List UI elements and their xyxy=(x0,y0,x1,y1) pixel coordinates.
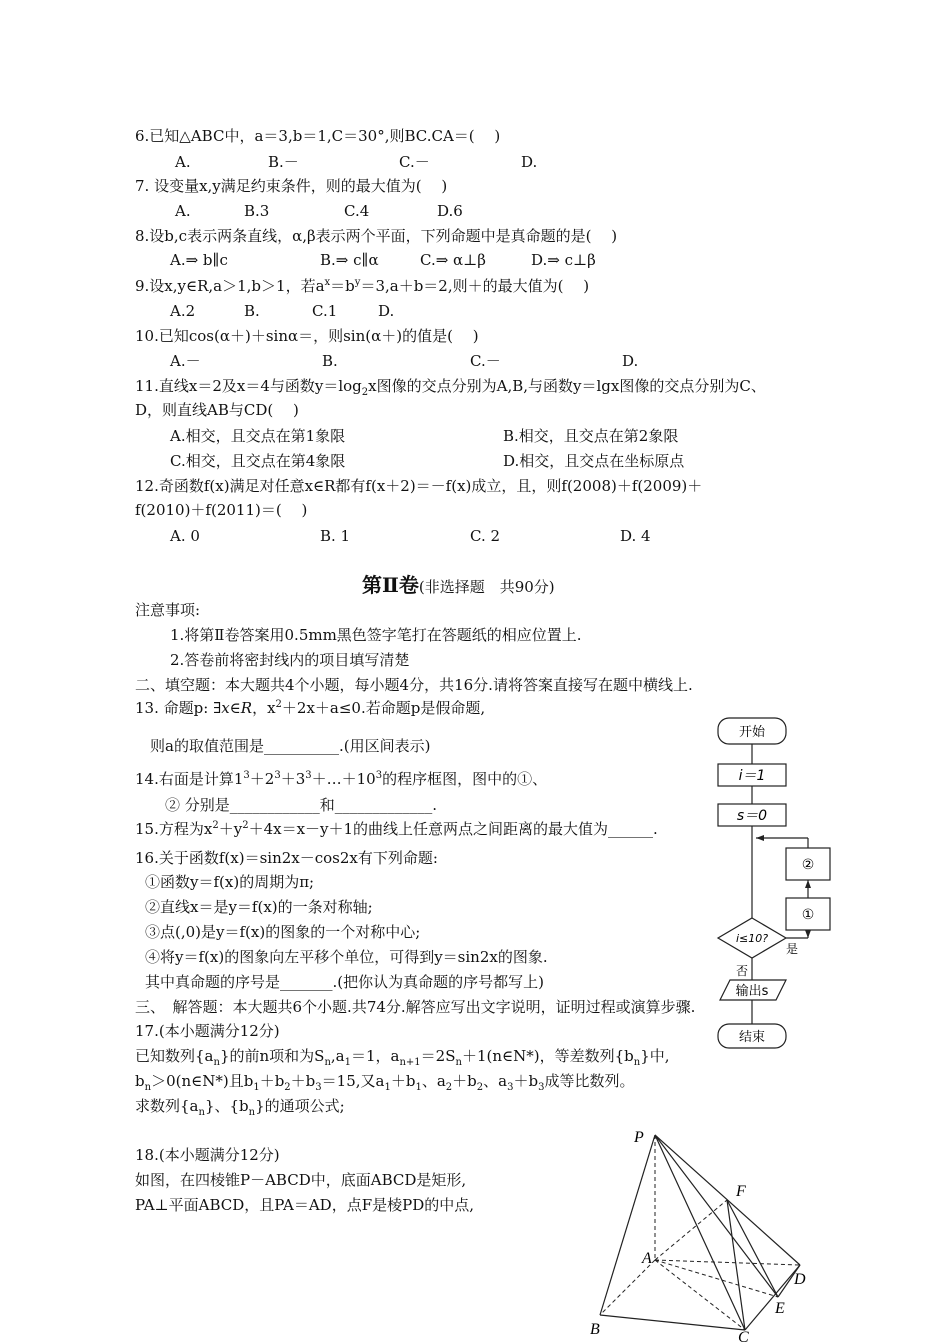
solve-section-header: 三、 解答题：本大题共6个小题.共74分.解答应写出文字说明，证明过程或演算步骤. xyxy=(135,998,696,1016)
flow-start-label: 开始 xyxy=(738,725,766,740)
flow-no-label: 否 xyxy=(736,964,749,978)
q17-line1: 已知数列$\{a_n\}$的前n项和为$S_n,a_1=1$，$a_{n+1}=2S_n+1(n\in N*)$，等差数列$\{b_n\}$中, xyxy=(135,1047,670,1068)
flow-init-i-label: i＝1 xyxy=(738,768,766,784)
q9-option-d: D. xyxy=(378,302,395,320)
edge-fe xyxy=(727,1200,778,1297)
q10-stem: 10.已知cos(α＋)＋sinα＝，则sin(α＋)的值是( ) xyxy=(135,327,479,345)
q6-option-d: D. xyxy=(521,153,538,171)
q11-line2: D，则直线AB与CD( ) xyxy=(135,401,299,419)
vertex-f-label: F xyxy=(736,1183,746,1200)
pyramid-figure xyxy=(580,1120,830,1344)
q9-option-a: A.2 xyxy=(170,302,196,320)
q11-option-d: D.相交，且交点在坐标原点 xyxy=(503,452,685,470)
q11-option-c: C.相交，且交点在第4象限 xyxy=(170,452,346,470)
q16-proposition-3: ③点(,0)是y＝f(x)的图象的一个对称中心; xyxy=(145,923,421,941)
q17-line3: 求数列$\{a_n\}$、$\{b_n\}$的通项公式; xyxy=(135,1097,345,1118)
q9-option-c: C.1 xyxy=(312,302,338,320)
q12-line2: f(2010)＋f(2011)＝( ) xyxy=(135,501,308,519)
flow-output-label: 输出s xyxy=(735,984,769,999)
q7-option-c: C.4 xyxy=(344,202,370,220)
q6-option-c: C.－ xyxy=(399,153,430,171)
q16-tail: 其中真命题的序号是_______.(把你认为真命题的序号都写上) xyxy=(145,973,544,991)
flow-box-2-label: ② xyxy=(801,857,815,873)
note-item-1: 1.将第Ⅱ卷答案用0.5mm黑色签字笔打在答题纸的相应位置上. xyxy=(170,626,582,644)
notes-heading: 注意事项: xyxy=(135,601,201,619)
q16-stem: 16.关于函数f(x)＝sin2x－cos2x有下列命题: xyxy=(135,849,438,867)
vertex-c-label: C xyxy=(738,1329,749,1344)
q11-option-a: A.相交，且交点在第1象限 xyxy=(170,427,346,445)
q7-stem: 7. 设变量x,y满足约束条件，则的最大值为( ) xyxy=(135,177,448,195)
q8-option-d: D.⇒ c⊥β xyxy=(531,251,596,269)
q6-stem: 6.已知△ABC中，a＝3,b＝1,C＝30°,则BC.CA＝( ) xyxy=(135,127,501,145)
q18-line2: PA⊥平面ABCD，且PA＝AD，点F是棱PD的中点, xyxy=(135,1196,474,1214)
q14-line2: ② 分别是____________和_____________. xyxy=(165,796,438,814)
q11-option-b: B.相交，且交点在第2象限 xyxy=(503,427,679,445)
fill-in-section-header: 二、填空题：本大题共4个小题，每小题4分，共16分.请将答案直接写在题中横线上. xyxy=(135,676,693,694)
q14-line1: 14.右面是计算$1^3+2^3+3^3+\dots+10^3$的程序框图，图中的①、 xyxy=(135,770,548,788)
part-two-title: 第Ⅱ卷(非选择题 共90分) xyxy=(362,573,555,597)
q13-line2: 则a的取值范围是__________.(用区间表示) xyxy=(150,737,431,755)
edge-pe xyxy=(655,1135,778,1297)
q11-line1: 11.直线x＝2及x＝4与函数$y=\log_2x$图像的交点分别为A,B,与函数y＝lgx图像的交点分别为C、 xyxy=(135,377,766,398)
q12-option-b: B. 1 xyxy=(320,527,351,545)
q8-option-c: C.⇒ α⊥β xyxy=(420,251,486,269)
q10-option-d: D. xyxy=(622,352,639,370)
q7-option-d: D.6 xyxy=(437,202,463,220)
q12-option-a: A. 0 xyxy=(170,527,200,545)
edge-ae xyxy=(655,1260,778,1297)
q18-line1: 如图，在四棱锥P－ABCD中，底面ABCD是矩形, xyxy=(135,1171,467,1189)
q12-option-c: C. 2 xyxy=(470,527,501,545)
q15-line: 15.方程为$x^2+y^2+4x=x-y+1$的曲线上任意两点之间距离的最大值为______. xyxy=(135,820,658,838)
vertex-e-label: E xyxy=(775,1300,785,1317)
edge-ad xyxy=(655,1260,800,1265)
q12-option-d: D. 4 xyxy=(620,527,651,545)
q10-option-b: B. xyxy=(322,352,338,370)
q16-proposition-2: ②直线x＝是y＝f(x)的一条对称轴; xyxy=(145,898,373,916)
q18-heading: 18.(本小题满分12分) xyxy=(135,1146,280,1164)
q10-option-c: C.－ xyxy=(470,352,501,370)
q16-proposition-1: ①函数y＝f(x)的周期为π; xyxy=(145,873,315,891)
q12-line1: 12.奇函数f(x)满足对任意x∈R都有f(x＋2)＝－f(x)成立，且，则f(2008)＋f(2009)＋ xyxy=(135,477,703,495)
q8-option-b: B.⇒ c∥α xyxy=(320,251,379,269)
edge-ac xyxy=(655,1260,745,1330)
q8-option-a: A.⇒ b∥c xyxy=(170,251,228,269)
vertex-a-label: A xyxy=(642,1250,652,1267)
edge-pb xyxy=(600,1135,655,1315)
q13-line1: 13. 命题p: ∃x∈R，$x^2+2x+a\le 0$.若命题p是假命题, xyxy=(135,699,486,717)
edge-bc xyxy=(600,1315,745,1330)
q6-option-a: A. xyxy=(175,153,191,171)
flow-end-label: 结束 xyxy=(738,1030,766,1045)
q17-heading: 17.(本小题满分12分) xyxy=(135,1022,280,1040)
vertex-d-label: D xyxy=(794,1271,806,1288)
q10-option-a: A.－ xyxy=(170,352,201,370)
flow-init-s-label: s＝0 xyxy=(736,808,768,824)
q17-line2: $b_n>0(n\in N*)$且$b_1+b_2+b_3=15$,又$a_1+b_1$、$a_2+b_2$、$a_3+b_3$成等比数列。 xyxy=(135,1072,635,1093)
flow-condition-label: i≤10? xyxy=(735,932,769,945)
q7-option-a: A. xyxy=(175,202,191,220)
edge-cd xyxy=(745,1265,800,1330)
q6-option-b: B.－ xyxy=(268,153,299,171)
q9-option-b: B. xyxy=(244,302,260,320)
edge-af xyxy=(655,1200,727,1260)
vertex-b-label: B xyxy=(590,1321,600,1338)
q9-stem: 9.设x,y∈R,a＞1,b＞1，若$a^x=b^y=3,a+b=2$,则＋的最大值为( ) xyxy=(135,277,590,295)
vertex-p-label: P xyxy=(634,1129,644,1146)
q7-option-b: B.3 xyxy=(244,202,270,220)
program-flowchart xyxy=(700,710,850,1060)
q16-proposition-4: ④将y＝f(x)的图象向左平移个单位，可得到y＝sin2x的图象. xyxy=(145,948,548,966)
note-item-2: 2.答卷前将密封线内的项目填写清楚 xyxy=(170,651,410,669)
flow-box-1-label: ① xyxy=(801,907,815,923)
flow-yes-label: 是 xyxy=(786,942,799,956)
q8-stem: 8.设b,c表示两条直线，α,β表示两个平面，下列命题中是真命题的是( ) xyxy=(135,227,618,245)
